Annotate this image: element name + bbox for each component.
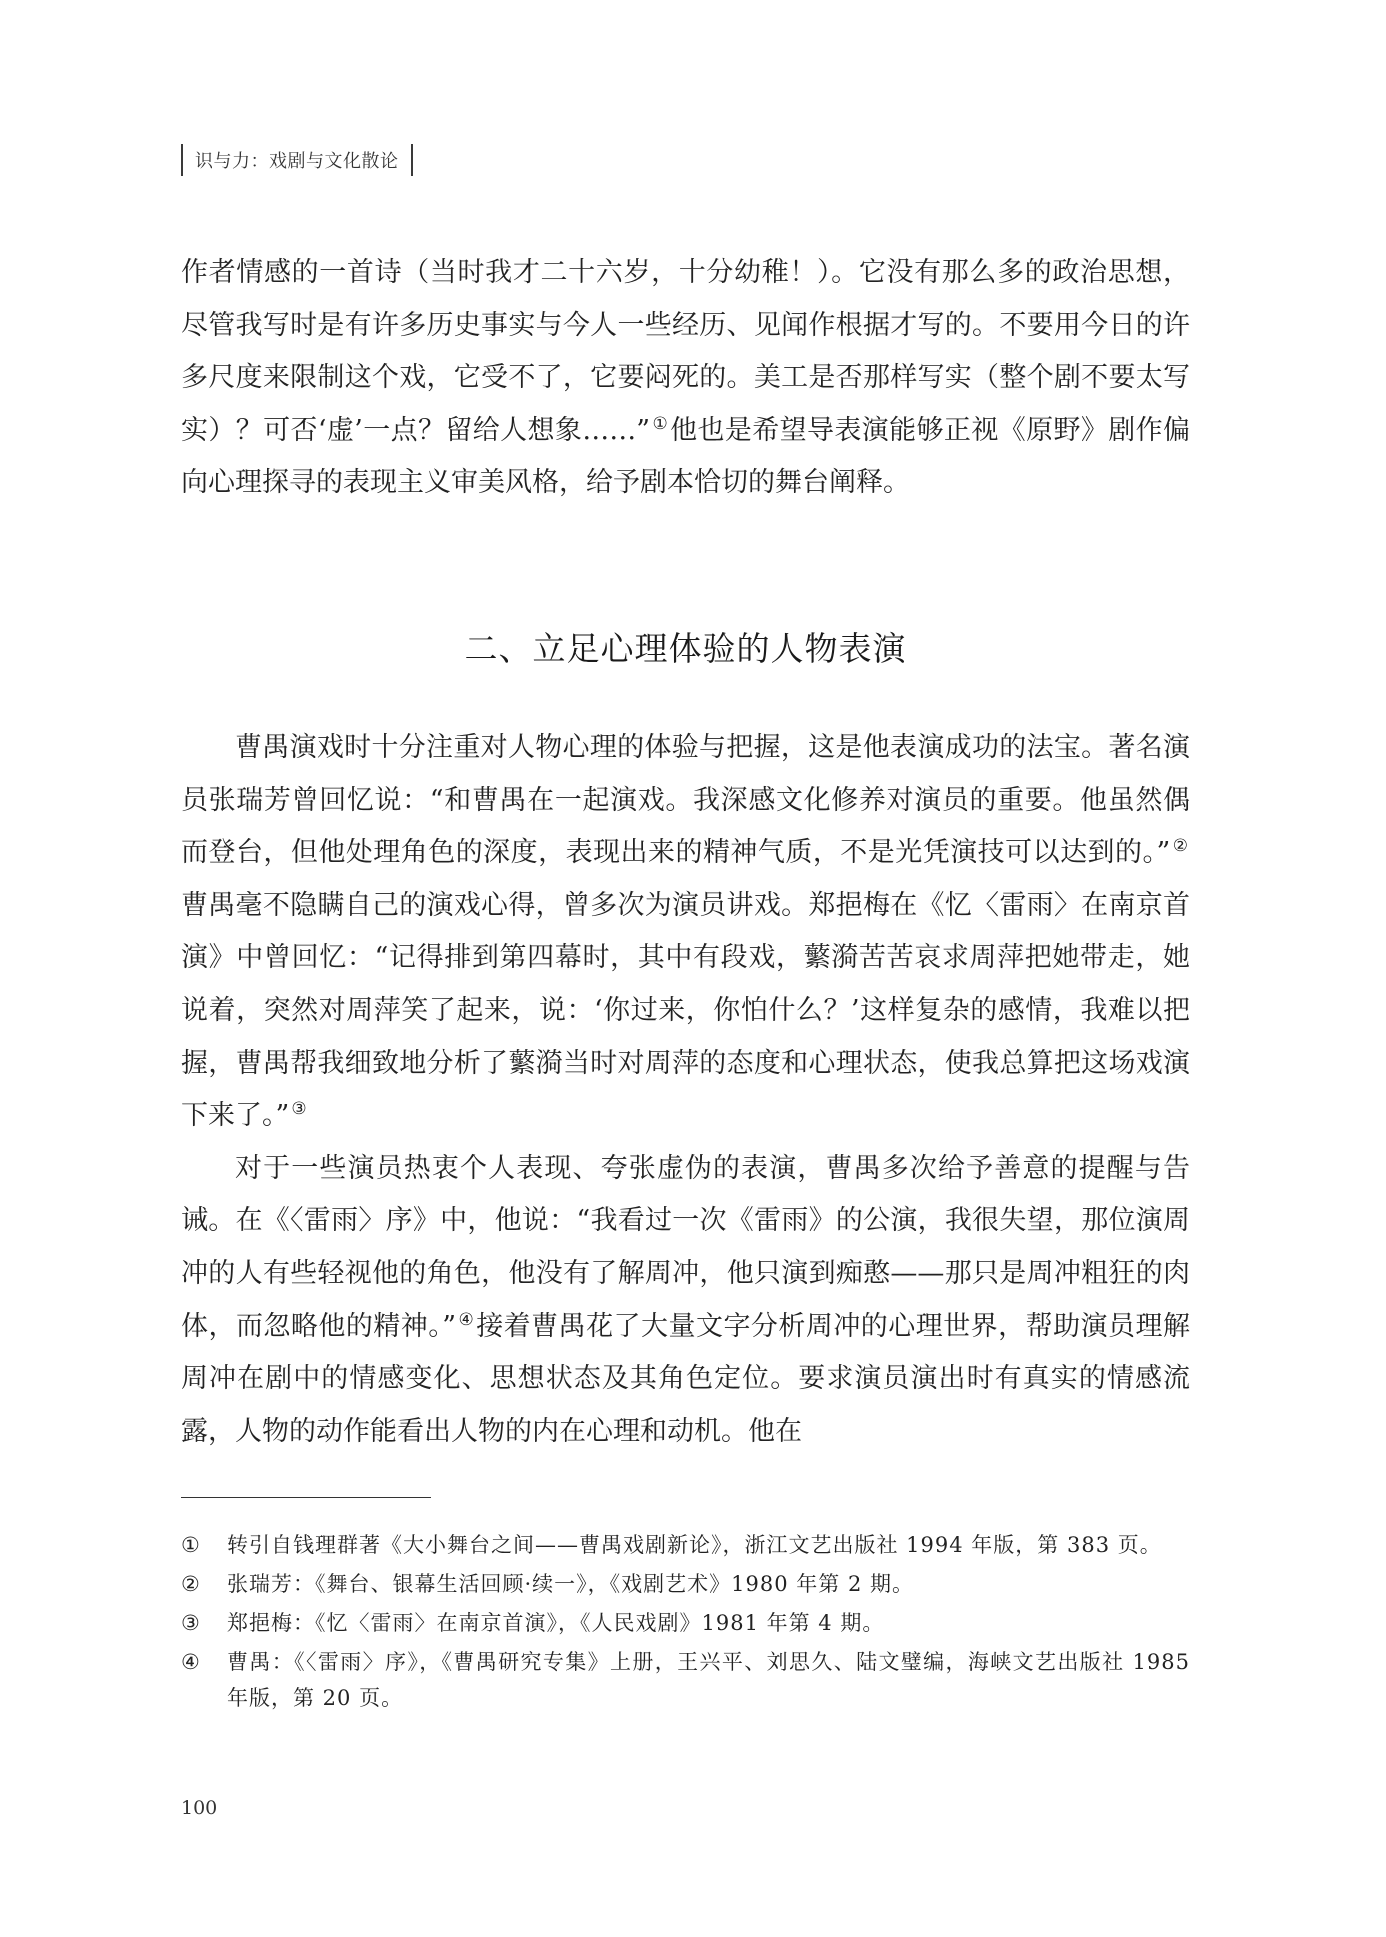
footnote-text: 张瑞芳：《舞台、银幕生活回顾·续一》，《戏剧艺术》1980 年第 2 期。	[227, 1572, 915, 1596]
footnote-text: 郑挹梅：《忆〈雷雨〉在南京首演》，《人民戏剧》1981 年第 4 期。	[227, 1611, 885, 1635]
paragraph-text: 对于一些演员热衷个人表现、夸张虚伪的表演，曹禺多次给予善意的提醒与告诫。在《〈雷雨〉序》中，他说：“我看过一次《雷雨》的公演，我很失望，那位演周冲的人有些轻视他的角色，他没有了解周冲，他只演到痴憨——那只是周冲粗狂的肉体，而忽略他的精神。”	[181, 1152, 1190, 1342]
footnote-item	[181, 1566, 1190, 1602]
paragraph-text: 作者情感的一首诗（当时我才二十六岁，十分幼稚！）。它没有那么多的政治思想，尽管我写时是有许多历史事实与今人一些经历、见闻作根据才写的。不要用今日的许多尺度来限制这个戏，它受不了，它要闷死的。美工是否那样写实（整个剧不要太写实）？可否‘虚’一点？留给人想象……”	[181, 257, 1190, 446]
paragraph-text: 他也是希望导表演能够正视《原野》剧作偏向心理探寻的表现主义审美风格，给予剧本恰切的舞台阐释。	[181, 414, 1190, 499]
footnote-rule	[181, 1497, 431, 1498]
footnote-ref[interactable]: ③	[291, 1099, 307, 1120]
footnote-mark: ①	[181, 1533, 200, 1557]
body-paragraph	[181, 722, 1190, 1143]
footnote-mark: ③	[181, 1611, 200, 1635]
body-text-top	[181, 247, 1190, 510]
footnote-text: 曹禺：《〈雷雨〉序》，《曹禺研究专集》上册，王兴平、刘思久、陆文璧编，海峡文艺出版社 1985 年版，第 20 页。	[227, 1650, 1190, 1710]
page-number: 100	[181, 1797, 218, 1819]
running-head-title: 识与力：戏剧与文化散论	[195, 151, 399, 172]
footnote-ref[interactable]: ④	[458, 1309, 475, 1330]
footnote-text: 转引自钱理群著《大小舞台之间——曹禺戏剧新论》，浙江文艺出版社 1994 年版，第 383 页。	[227, 1533, 1162, 1557]
footnote-item	[181, 1527, 1190, 1563]
body-paragraph	[181, 247, 1190, 510]
paragraph-text: 曹禺演戏时十分注重对人物心理的体验与把握，这是他表演成功的法宝。著名演员张瑞芳曾回忆说：“和曹禺在一起演戏。我深感文化修养对演员的重要。他虽然偶而登台，但他处理角色的深度，表现出来的精神气质，不是光凭演技可以达到的。”	[181, 732, 1190, 869]
paragraph-text: 曹禺毫不隐瞒自己的演戏心得，曾多次为演员讲戏。郑挹梅在《忆〈雷雨〉在南京首演》中曾回忆：“记得排到第四幕时，其中有段戏，蘩漪苦苦哀求周萍把她带走，她说着，突然对周萍笑了起来，说：‘你过来，你怕什么？’这样复杂的感情，我难以把握，曹禺帮我细致地分析了蘩漪当时对周萍的态度和心理状态，使我总算把这场戏演下来了。”	[181, 889, 1190, 1132]
running-head-right-rule	[411, 144, 413, 176]
footnote-item	[181, 1644, 1190, 1716]
footnote-ref[interactable]: ①	[652, 413, 669, 434]
running-head	[181, 142, 413, 178]
section-title: 二、立足心理体验的人物表演	[464, 629, 907, 668]
paragraph-text: 接着曹禺花了大量文字分析周冲的心理世界，帮助演员理解周冲在剧中的情感变化、思想状态及其角色定位。要求演员演出时有真实的情感流露，人物的动作能看出人物的内在心理和动机。他在	[181, 1310, 1190, 1447]
footnote-item	[181, 1605, 1190, 1641]
footnote-ref[interactable]: ②	[1172, 836, 1188, 857]
footnote-mark: ②	[181, 1572, 200, 1596]
footnote-mark: ④	[181, 1650, 200, 1674]
body-paragraph	[181, 1143, 1190, 1459]
footnotes	[181, 1527, 1190, 1719]
body-text-main	[181, 722, 1190, 1458]
